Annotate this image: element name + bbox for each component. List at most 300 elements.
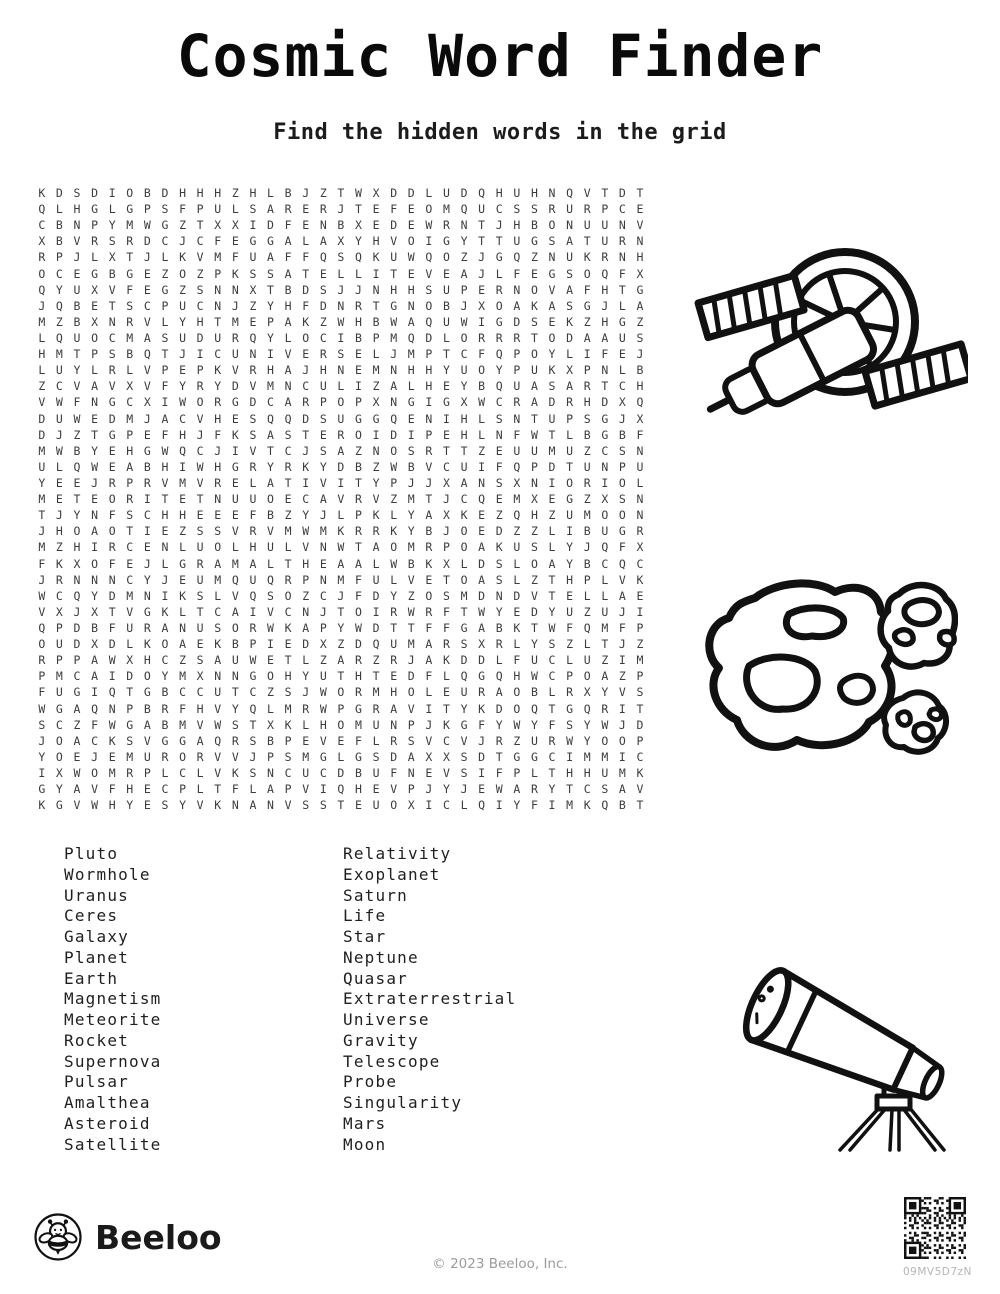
grid-letter: J bbox=[337, 588, 345, 603]
page-title: Cosmic Word Finder bbox=[176, 22, 824, 90]
grid-letter: E bbox=[231, 411, 239, 426]
grid-letter: H bbox=[302, 556, 310, 571]
grid-letter: S bbox=[530, 202, 538, 217]
word-list-item: Star bbox=[343, 927, 387, 946]
grid-letter: C bbox=[284, 443, 292, 458]
grid-letter: R bbox=[425, 540, 433, 555]
grid-letter: O bbox=[618, 475, 626, 490]
grid-letter: W bbox=[196, 459, 204, 474]
grid-letter: A bbox=[407, 314, 415, 329]
grid-letter: J bbox=[91, 475, 99, 490]
grid-letter: T bbox=[530, 620, 538, 635]
grid-letter: M bbox=[126, 588, 134, 603]
grid-letter: W bbox=[460, 314, 468, 329]
grid-letter: C bbox=[161, 782, 169, 797]
grid-letter: M bbox=[284, 701, 292, 716]
grid-letter: Y bbox=[583, 733, 591, 748]
grid-letter: Z bbox=[583, 443, 591, 458]
grid-letter: I bbox=[548, 798, 556, 813]
grid-letter: E bbox=[143, 266, 151, 281]
grid-letter: Q bbox=[636, 395, 644, 410]
grid-letter: N bbox=[91, 395, 99, 410]
grid-letter: E bbox=[231, 234, 239, 249]
grid-letter: V bbox=[390, 234, 398, 249]
grid-letter: W bbox=[601, 717, 609, 732]
grid-letter: P bbox=[143, 202, 151, 217]
grid-letter: R bbox=[548, 202, 556, 217]
grid-letter: T bbox=[601, 186, 609, 200]
grid-letter: M bbox=[214, 572, 222, 587]
grid-letter: D bbox=[302, 282, 310, 297]
grid-letter: Y bbox=[442, 782, 450, 797]
grid-letter: X bbox=[337, 234, 345, 249]
grid-letter: S bbox=[636, 330, 644, 345]
grid-letter: U bbox=[442, 186, 450, 200]
grid-letter: M bbox=[566, 798, 574, 813]
grid-letter: R bbox=[355, 685, 362, 700]
grid-letter: T bbox=[460, 604, 468, 619]
grid-letter: S bbox=[196, 282, 204, 297]
grid-letter: L bbox=[390, 508, 398, 523]
grid-letter: C bbox=[161, 234, 169, 249]
grid-letter: F bbox=[38, 556, 46, 571]
grid-letter: J bbox=[337, 202, 345, 217]
grid-letter: X bbox=[143, 395, 151, 410]
grid-letter: L bbox=[55, 202, 63, 217]
grid-row bbox=[33, 588, 649, 604]
grid-letter: C bbox=[583, 782, 591, 797]
grid-letter: H bbox=[530, 508, 538, 523]
grid-letter: V bbox=[548, 282, 556, 297]
grid-letter: C bbox=[460, 492, 468, 507]
grid-letter: B bbox=[231, 637, 239, 652]
grid-letter: S bbox=[425, 282, 433, 297]
grid-letter: L bbox=[618, 363, 626, 378]
grid-letter: U bbox=[601, 524, 609, 539]
grid-letter: Q bbox=[390, 411, 398, 426]
grid-letter: R bbox=[513, 395, 521, 410]
grid-letter: C bbox=[284, 604, 292, 619]
grid-letter: J bbox=[618, 717, 626, 732]
grid-letter: U bbox=[267, 540, 274, 555]
grid-letter: P bbox=[513, 363, 521, 378]
grid-letter: E bbox=[495, 443, 503, 458]
word-list-item: Extraterrestrial bbox=[343, 989, 517, 1009]
grid-letter: Q bbox=[495, 669, 503, 684]
grid-letter: I bbox=[442, 411, 450, 426]
grid-letter: Q bbox=[425, 314, 433, 329]
grid-letter: F bbox=[583, 282, 591, 297]
grid-letter: M bbox=[179, 717, 187, 732]
grid-letter: W bbox=[355, 186, 362, 200]
grid-letter: L bbox=[91, 250, 99, 265]
grid-letter: J bbox=[583, 540, 591, 555]
grid-letter: B bbox=[161, 685, 169, 700]
grid-letter: C bbox=[495, 202, 503, 217]
grid-letter: U bbox=[126, 620, 134, 635]
grid-letter: C bbox=[126, 395, 134, 410]
grid-letter: P bbox=[407, 782, 415, 797]
grid-letter: Q bbox=[38, 202, 46, 217]
grid-letter: T bbox=[231, 685, 239, 700]
grid-letter: F bbox=[530, 798, 538, 813]
grid-letter: V bbox=[267, 524, 274, 539]
grid-letter: O bbox=[460, 540, 468, 555]
grid-letter: Q bbox=[513, 250, 521, 265]
grid-letter: Z bbox=[566, 637, 574, 652]
grid-letter: N bbox=[425, 411, 433, 426]
grid-letter: S bbox=[530, 540, 538, 555]
grid-letter: D bbox=[460, 186, 468, 200]
grid-letter: E bbox=[548, 492, 556, 507]
grid-letter: U bbox=[460, 459, 468, 474]
grid-letter: G bbox=[495, 250, 503, 265]
grid-letter: X bbox=[372, 186, 380, 200]
grid-letter: X bbox=[126, 653, 134, 668]
grid-letter: S bbox=[126, 508, 134, 523]
grid-letter: A bbox=[214, 556, 222, 571]
grid-letter: X bbox=[583, 685, 591, 700]
grid-letter: D bbox=[196, 330, 204, 345]
grid-letter: F bbox=[91, 717, 99, 732]
grid-letter: M bbox=[513, 492, 521, 507]
grid-letter: P bbox=[319, 620, 327, 635]
grid-letter: S bbox=[460, 749, 468, 764]
grid-letter: M bbox=[601, 749, 609, 764]
grid-letter: W bbox=[302, 524, 310, 539]
grid-letter: I bbox=[108, 186, 116, 200]
grid-letter: B bbox=[583, 556, 591, 571]
grid-letter: P bbox=[55, 620, 63, 635]
grid-letter: O bbox=[337, 395, 345, 410]
grid-letter: N bbox=[636, 492, 644, 507]
beeloo-bee-logo-icon bbox=[33, 1212, 83, 1262]
grid-row bbox=[33, 185, 649, 201]
grid-letter: C bbox=[161, 653, 169, 668]
grid-letter: V bbox=[583, 186, 591, 200]
grid-letter: H bbox=[495, 186, 503, 200]
grid-letter: E bbox=[143, 282, 151, 297]
grid-letter: G bbox=[143, 685, 151, 700]
grid-letter: V bbox=[390, 782, 398, 797]
grid-letter: L bbox=[372, 556, 380, 571]
grid-letter: W bbox=[337, 540, 345, 555]
grid-letter: G bbox=[231, 459, 239, 474]
grid-letter: C bbox=[267, 395, 274, 410]
grid-letter: S bbox=[161, 798, 169, 813]
grid-letter: J bbox=[355, 282, 362, 297]
grid-letter: P bbox=[91, 218, 99, 233]
grid-letter: T bbox=[355, 202, 362, 217]
grid-letter: D bbox=[390, 186, 398, 200]
grid-letter: N bbox=[636, 234, 644, 249]
grid-letter: R bbox=[284, 202, 292, 217]
grid-letter: C bbox=[319, 765, 327, 780]
grid-letter: T bbox=[548, 427, 556, 442]
grid-letter: A bbox=[91, 379, 99, 394]
grid-letter: G bbox=[355, 701, 362, 716]
grid-letter: C bbox=[196, 234, 204, 249]
grid-row bbox=[33, 266, 649, 282]
grid-letter: K bbox=[38, 798, 46, 813]
grid-letter: E bbox=[196, 637, 204, 652]
grid-letter: R bbox=[249, 524, 257, 539]
grid-letter: N bbox=[73, 572, 81, 587]
grid-letter: R bbox=[231, 733, 239, 748]
grid-row bbox=[33, 394, 649, 410]
grid-letter: E bbox=[478, 508, 486, 523]
grid-letter: K bbox=[372, 250, 380, 265]
grid-letter: V bbox=[231, 588, 239, 603]
grid-letter: H bbox=[196, 701, 204, 716]
grid-letter: Y bbox=[548, 347, 556, 362]
grid-letter: B bbox=[478, 379, 486, 394]
grid-letter: T bbox=[355, 475, 362, 490]
grid-letter: T bbox=[73, 492, 81, 507]
grid-letter: U bbox=[372, 717, 380, 732]
grid-letter: P bbox=[636, 733, 644, 748]
grid-letter: S bbox=[126, 733, 134, 748]
grid-letter: A bbox=[337, 443, 345, 458]
grid-letter: E bbox=[55, 492, 63, 507]
grid-letter: K bbox=[530, 298, 538, 313]
grid-letter: J bbox=[460, 782, 468, 797]
grid-row bbox=[33, 282, 649, 298]
grid-letter: U bbox=[390, 637, 398, 652]
grid-letter: J bbox=[143, 250, 151, 265]
grid-letter: L bbox=[566, 653, 574, 668]
grid-letter: B bbox=[73, 298, 81, 313]
grid-letter: V bbox=[618, 685, 626, 700]
grid-letter: N bbox=[108, 701, 116, 716]
grid-letter: A bbox=[73, 701, 81, 716]
grid-letter: I bbox=[601, 475, 609, 490]
grid-letter: T bbox=[284, 475, 292, 490]
grid-letter: Z bbox=[319, 186, 327, 200]
grid-letter: D bbox=[407, 186, 415, 200]
grid-letter: U bbox=[442, 282, 450, 297]
grid-letter: Q bbox=[91, 701, 99, 716]
grid-letter: J bbox=[161, 572, 169, 587]
grid-letter: C bbox=[179, 411, 187, 426]
grid-letter: I bbox=[566, 749, 574, 764]
grid-letter: L bbox=[618, 298, 626, 313]
grid-letter: D bbox=[231, 379, 239, 394]
word-list-item: Moon bbox=[343, 1134, 387, 1154]
grid-letter: W bbox=[91, 798, 99, 813]
grid-letter: T bbox=[583, 234, 591, 249]
grid-letter: A bbox=[337, 653, 345, 668]
grid-letter: M bbox=[55, 669, 63, 684]
grid-letter: H bbox=[425, 363, 433, 378]
grid-letter: R bbox=[495, 282, 503, 297]
grid-letter: U bbox=[302, 765, 310, 780]
grid-letter: V bbox=[214, 701, 222, 716]
grid-letter: N bbox=[214, 669, 222, 684]
grid-letter: N bbox=[214, 492, 222, 507]
grid-letter: U bbox=[530, 653, 538, 668]
grid-letter: W bbox=[161, 443, 169, 458]
grid-letter: U bbox=[196, 540, 204, 555]
grid-letter: T bbox=[495, 234, 503, 249]
grid-letter: E bbox=[284, 637, 292, 652]
word-list-item: Galaxy bbox=[64, 927, 129, 946]
grid-letter: Y bbox=[548, 604, 556, 619]
grid-letter: R bbox=[601, 250, 609, 265]
grid-letter: F bbox=[566, 620, 574, 635]
grid-letter: E bbox=[425, 572, 433, 587]
qr-block bbox=[903, 1197, 972, 1278]
grid-letter: Q bbox=[425, 250, 433, 265]
grid-letter: R bbox=[126, 234, 134, 249]
grid-letter: G bbox=[161, 218, 169, 233]
grid-letter: Z bbox=[231, 186, 239, 200]
grid-letter: Y bbox=[495, 717, 503, 732]
grid-letter: N bbox=[636, 443, 644, 458]
grid-letter: D bbox=[161, 186, 169, 200]
grid-letter: S bbox=[108, 234, 116, 249]
grid-letter: U bbox=[513, 379, 521, 394]
grid-letter: P bbox=[38, 669, 46, 684]
grid-letter: A bbox=[231, 604, 239, 619]
grid-letter: A bbox=[284, 266, 292, 281]
grid-letter: O bbox=[530, 347, 538, 362]
grid-letter: N bbox=[91, 508, 99, 523]
grid-letter: Q bbox=[460, 202, 468, 217]
grid-letter: G bbox=[143, 443, 151, 458]
grid-letter: D bbox=[38, 411, 46, 426]
grid-letter: L bbox=[38, 330, 46, 345]
grid-letter: H bbox=[161, 508, 169, 523]
grid-letter: Z bbox=[55, 314, 63, 329]
word-list-item: Saturn bbox=[343, 885, 408, 905]
grid-letter: E bbox=[442, 685, 450, 700]
grid-letter: R bbox=[337, 427, 345, 442]
grid-letter: V bbox=[407, 572, 415, 587]
grid-letter: L bbox=[284, 330, 292, 345]
grid-letter: T bbox=[196, 492, 204, 507]
grid-letter: A bbox=[495, 685, 503, 700]
grid-letter: B bbox=[636, 363, 644, 378]
grid-letter: A bbox=[214, 653, 222, 668]
grid-letter: Z bbox=[337, 637, 345, 652]
grid-letter: M bbox=[601, 620, 609, 635]
grid-letter: S bbox=[548, 637, 556, 652]
grid-letter: G bbox=[566, 492, 574, 507]
grid-letter: Z bbox=[196, 266, 204, 281]
grid-letter: N bbox=[390, 363, 398, 378]
grid-letter: P bbox=[55, 250, 63, 265]
grid-letter: N bbox=[319, 540, 327, 555]
grid-letter: V bbox=[143, 733, 151, 748]
grid-letter: A bbox=[179, 637, 187, 652]
grid-letter: L bbox=[161, 314, 169, 329]
grid-letter: Y bbox=[73, 363, 81, 378]
grid-letter: R bbox=[355, 524, 362, 539]
grid-letter: B bbox=[355, 459, 362, 474]
grid-letter: D bbox=[513, 314, 521, 329]
grid-letter: S bbox=[636, 685, 644, 700]
grid-letter: A bbox=[548, 298, 556, 313]
grid-letter: E bbox=[513, 604, 521, 619]
grid-letter: M bbox=[618, 765, 626, 780]
grid-letter: L bbox=[513, 637, 521, 652]
grid-letter: L bbox=[337, 266, 345, 281]
grid-letter: S bbox=[566, 266, 574, 281]
grid-letter: W bbox=[407, 604, 415, 619]
grid-letter: S bbox=[231, 717, 239, 732]
grid-letter: U bbox=[566, 202, 574, 217]
grid-letter: J bbox=[442, 524, 450, 539]
grid-letter: O bbox=[179, 266, 187, 281]
word-list-item: Uranus bbox=[64, 885, 129, 905]
grid-letter: D bbox=[390, 749, 398, 764]
grid-letter: T bbox=[108, 298, 116, 313]
grid-letter: Z bbox=[302, 588, 310, 603]
grid-letter: O bbox=[495, 298, 503, 313]
grid-letter: E bbox=[179, 492, 187, 507]
grid-letter: B bbox=[355, 330, 362, 345]
grid-letter: W bbox=[249, 653, 257, 668]
grid-letter: C bbox=[618, 202, 626, 217]
grid-letter: C bbox=[601, 443, 609, 458]
grid-letter: U bbox=[601, 234, 609, 249]
grid-letter: N bbox=[372, 443, 380, 458]
grid-letter: F bbox=[513, 653, 521, 668]
grid-row bbox=[33, 572, 649, 588]
grid-letter: E bbox=[284, 492, 292, 507]
grid-letter: S bbox=[249, 733, 257, 748]
grid-letter: W bbox=[390, 459, 398, 474]
grid-letter: G bbox=[126, 266, 134, 281]
grid-letter: G bbox=[267, 234, 274, 249]
grid-letter: J bbox=[179, 347, 187, 362]
grid-letter: Y bbox=[91, 443, 99, 458]
grid-letter: E bbox=[372, 782, 380, 797]
grid-letter: O bbox=[55, 733, 63, 748]
grid-letter: F bbox=[601, 347, 609, 362]
grid-letter: N bbox=[601, 363, 609, 378]
grid-letter: P bbox=[319, 395, 327, 410]
grid-letter: C bbox=[319, 588, 327, 603]
grid-letter: V bbox=[372, 492, 380, 507]
grid-letter: N bbox=[249, 347, 257, 362]
grid-letter: S bbox=[196, 588, 204, 603]
grid-letter: L bbox=[372, 733, 380, 748]
grid-letter: C bbox=[302, 379, 310, 394]
grid-letter: I bbox=[161, 588, 169, 603]
grid-letter: F bbox=[179, 701, 187, 716]
grid-letter: P bbox=[355, 508, 362, 523]
grid-letter: U bbox=[566, 508, 574, 523]
word-list-item: Life bbox=[343, 906, 387, 926]
grid-letter: P bbox=[425, 347, 433, 362]
grid-letter: G bbox=[161, 282, 169, 297]
grid-row bbox=[33, 604, 649, 620]
grid-letter: U bbox=[530, 443, 538, 458]
grid-letter: R bbox=[249, 459, 257, 474]
grid-letter: C bbox=[108, 330, 116, 345]
grid-letter: Q bbox=[495, 379, 503, 394]
grid-letter: W bbox=[407, 250, 415, 265]
grid-letter: I bbox=[108, 669, 116, 684]
grid-letter: S bbox=[214, 620, 222, 635]
grid-letter: O bbox=[91, 556, 99, 571]
grid-letter: P bbox=[390, 475, 398, 490]
grid-letter: Y bbox=[337, 620, 345, 635]
grid-letter: S bbox=[267, 588, 274, 603]
grid-letter: M bbox=[126, 330, 134, 345]
